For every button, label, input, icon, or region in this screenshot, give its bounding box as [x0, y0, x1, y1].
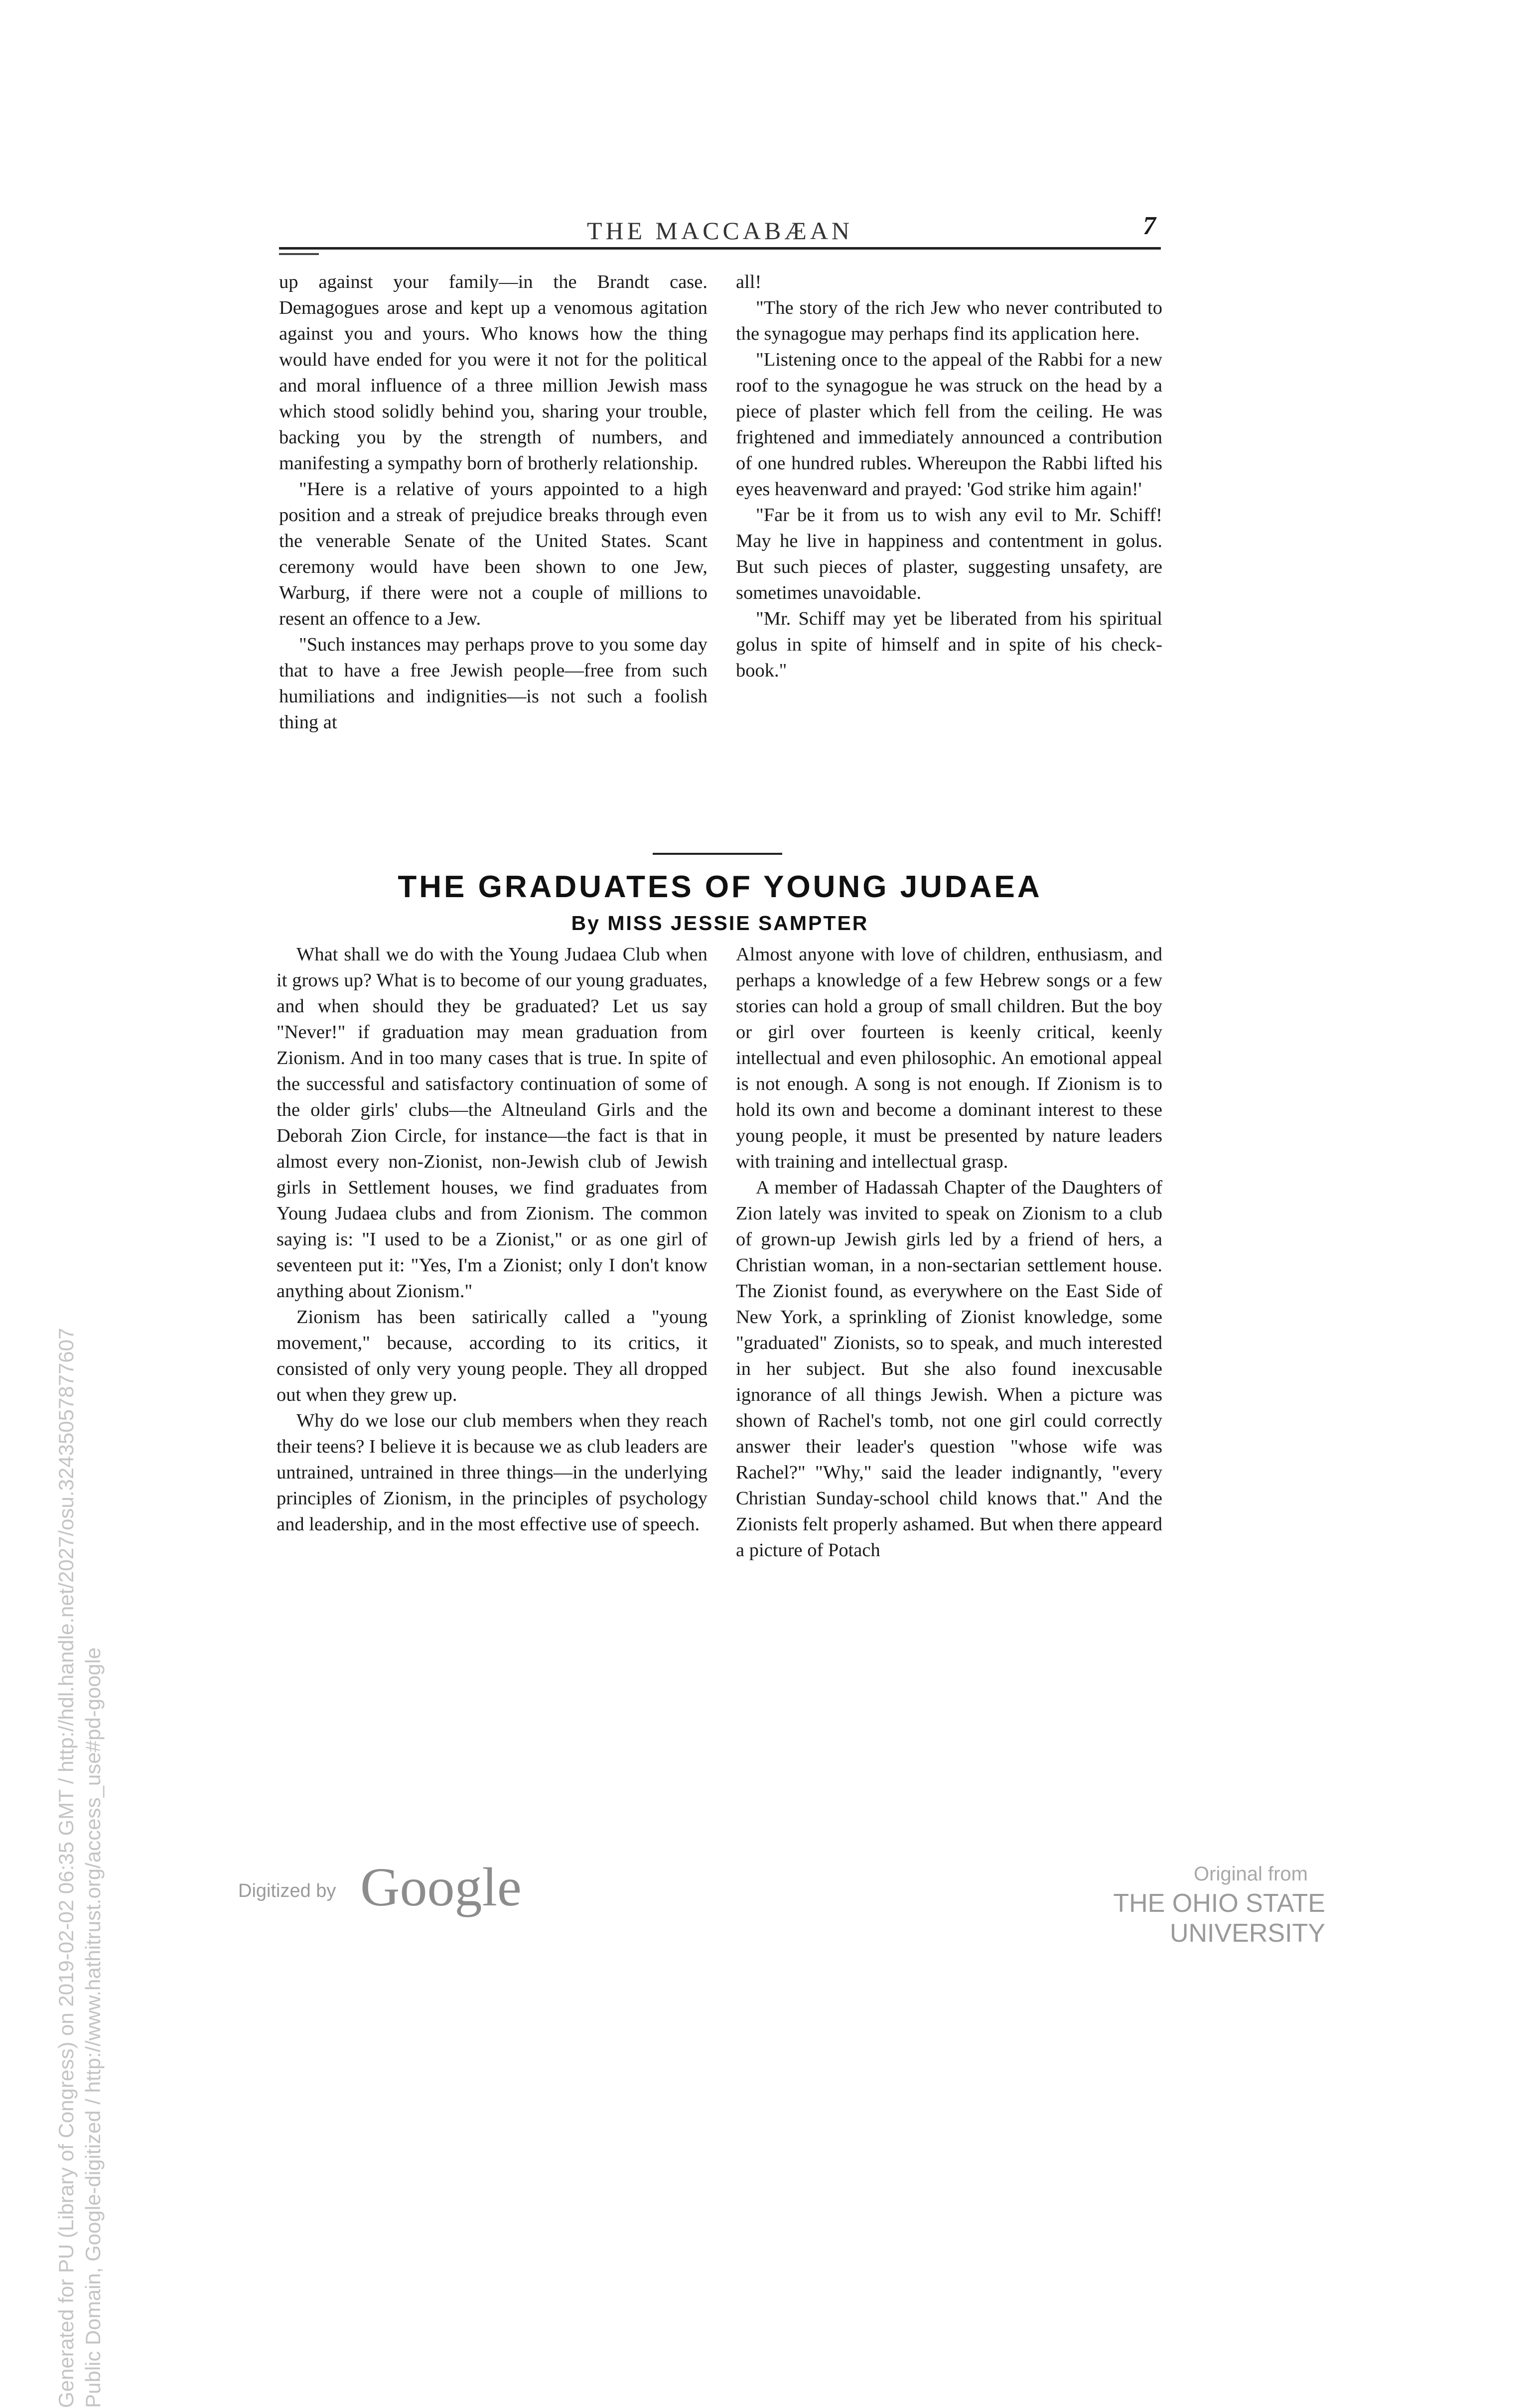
- running-head: [279, 214, 1161, 250]
- column-4: [736, 941, 1162, 1563]
- side-watermark: [53, 515, 107, 2408]
- watermark-line: Generated for PU (Library of Congress) on 2019-02-02 06:35 GMT / http://hdl.handle.net/2027/osu.32435057877607: [54, 1328, 78, 2408]
- paragraph: Almost anyone with love of children, enthusiasm, and perhaps a knowledge of a few Hebrew songs or a few stories can hold a group of small children. But the boy or girl over fourteen is keenly critical, keenly intellectual and even philosophic. An emotional appeal is not enough. A song is not enough. If Zionism is to hold its own and become a dominant interest to these young people, it must be presented by nature leaders with training and intellectual grasp.: [736, 944, 1162, 1172]
- column-1: [279, 269, 707, 735]
- paragraph: Why do we lose our club members when they reach their teens? I believe it is because we as club leaders are untrained, untrained in three things—in the underlying principles of Zionism, in the principles of psychology and leadership, and in the most effective use of speech.: [277, 1410, 707, 1535]
- paragraph: "Such instances may perhaps prove to you some day that to have a free Jewish people—free from such humiliations and indignities—is not such a foolish thing at: [279, 634, 707, 733]
- paragraph: What shall we do with the Young Judaea Club when it grows up? What is to become of our young graduates, and when should they be graduated? Let us say "Never!" if graduation may mean graduation from Zionism. And in too many cases that is true. In spite of the successful and satisfactory continuation of some of the older girls' clubs—the Altneuland Girls and the Deborah Zion Circle, for instance—the fact is that in almost every non-Zionist, non-Jewish club of Jewish girls in Settlement houses, we find graduates from Young Judaea clubs and from Zionism. The common saying is: "I used to be a Zionist," or as one girl of seventeen put it: "Yes, I'm a Zionist; only I don't know anything about Zionism.": [277, 944, 707, 1302]
- column-2: [736, 269, 1162, 683]
- paragraph: Zionism has been satirically called a "young movement," because, according to its critics, it consisted of only very young people. They all dropped out when they grew up.: [277, 1307, 707, 1405]
- paragraph: all!: [736, 271, 762, 292]
- paragraph: "The story of the rich Jew who never contributed to the synagogue may perhaps find its application here.: [736, 297, 1162, 344]
- paragraph: A member of Hadassah Chapter of the Daughters of Zion lately was invited to speak on Zionism to a club of grown-up Jewish girls led by a friend of hers, a Christian woman, in a non-sectarian settlement house. The Zionist found, as everywhere on the East Side of New York, a sprinkling of Zionist knowledge, some "graduated" Zionists, so to speak, and much interested in her subject. But she also found inexcusable ignorance of all things Jewish. When a picture was shown of Rachel's tomb, not one girl could correctly answer their leader's question "whose wife was Rachel?" "Why," said the leader indignantly, "every Christian Sunday-school child knows that." And the Zionists felt properly ashamed. But when there appeard a picture of Potach: [736, 1177, 1162, 1561]
- journal-title: THE MACCABÆAN: [586, 217, 853, 245]
- article-title: THE GRADUATES OF YOUNG JUDAEA: [398, 870, 1042, 904]
- article-byline: By MISS JESSIE SAMPTER: [571, 912, 869, 935]
- original-from-label: Original from: [1194, 1863, 1308, 1885]
- paragraph: "Here is a relative of yours appointed to a high position and a streak of prejudice breaks through even the venerable Senate of the United States. Scant ceremony would have been shown to one Jew, Warburg, if there were not a couple of millions to resent an offence to a Jew.: [279, 479, 707, 629]
- page-number: 7: [1143, 212, 1156, 240]
- original-from: [977, 1863, 1325, 1948]
- paragraph: "Mr. Schiff may yet be liberated from his spiritual golus in spite of himself and in spite of his check-book.": [736, 608, 1162, 681]
- section-divider: [653, 853, 782, 855]
- university-name: THE OHIO STATE UNIVERSITY: [1113, 1889, 1325, 1948]
- paragraph: up against your family—in the Brandt case. Demagogues arose and kept up a venomous agitation against you and yours. Who knows how the thing would have ended for you were it not for the political and moral influence of a three million Jewish mass which stood solidly behind you, sharing your trouble, backing you by the strength of numbers, and manifesting a sympathy born of brotherly relationship.: [279, 271, 707, 474]
- watermark-line: Public Domain, Google-digitized / http://www.hathitrust.org/access_use#pd-google: [81, 1647, 105, 2408]
- google-logo: Google: [360, 1857, 522, 1917]
- head-rule-accent: [279, 253, 319, 255]
- paragraph: "Far be it from us to wish any evil to Mr. Schiff! May he live in happiness and contentment in golus. But such pieces of plaster, suggesting unsafety, are sometimes unavoidable.: [736, 505, 1162, 603]
- column-3: [277, 941, 707, 1537]
- digitized-by-text: Digitized by: [238, 1880, 336, 1901]
- paragraph: "Listening once to the appeal of the Rabbi for a new roof to the synagogue he was struck on the head by a piece of plaster which fell from the ceiling. He was frightened and immediately announced a contribution of one hundred rubles. Whereupon the Rabbi lifted his eyes heavenward and prayed: 'God strike him again!': [736, 349, 1162, 500]
